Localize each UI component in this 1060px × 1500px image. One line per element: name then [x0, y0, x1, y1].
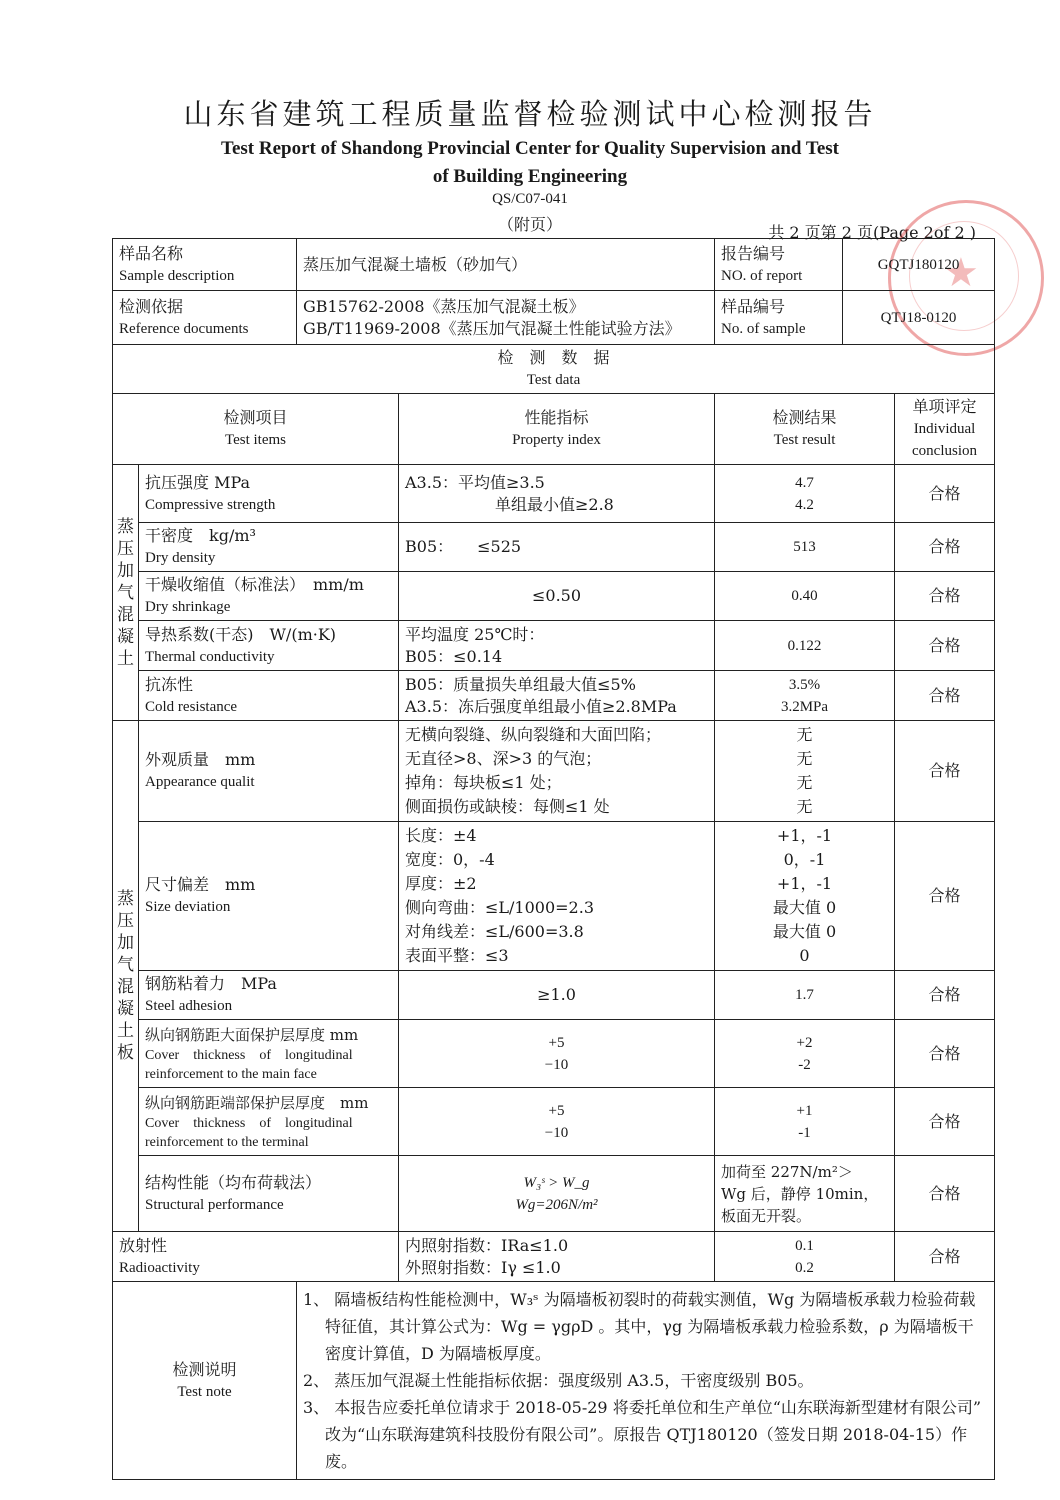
notes-label: 检测说明 Test note [113, 1282, 297, 1480]
info-row-sample [113, 239, 995, 291]
sample-desc-value: 蒸压加气混凝土墙板（砂加气） [297, 239, 715, 291]
table-row [113, 971, 995, 1020]
note-1a: 1、 隔墙板结构性能检测中，W₃ˢ 为隔墙板初裂时的荷载实测值，Wg 为隔墙板承载力检验荷载 [303, 1290, 976, 1309]
test-item: 干密度 kg/m³ Dry density [139, 523, 399, 572]
property-index: B05： ≤525 [399, 523, 715, 572]
test-report-table [112, 238, 995, 1480]
sample-no-value: QTJ18-0120 [843, 291, 995, 345]
appendix-label: （附页） [497, 215, 562, 234]
test-item: 抗压强度 MPa Compressive strength [139, 465, 399, 523]
conclusion: 合格 [895, 822, 995, 971]
property-index: ≤0.50 [399, 572, 715, 621]
test-item: 纵向钢筋距端部保护层厚度 mm Cover thickness of longitudinal reinforcement to the terminal [139, 1088, 399, 1156]
test-result: +1，-1 0，-1 +1，-1 最大值 0 最大值 0 0 [715, 822, 895, 971]
col-header-index: 性能指标 Property index [399, 394, 715, 465]
table-row [113, 721, 995, 822]
test-result: 1.7 [715, 971, 895, 1020]
report-title-cn: 山东省建筑工程质量监督检验测试中心检测报告 [183, 97, 877, 131]
test-result: 3.5% 3.2MPa [715, 671, 895, 721]
test-item: 干燥收缩值（标准法） mm/m Dry shrinkage [139, 572, 399, 621]
conclusion: 合格 [895, 1088, 995, 1156]
property-index: B05：质量损失单组最大值≤5% A3.5：冻后强度单组最小值≥2.8MPa [399, 671, 715, 721]
table-row [113, 572, 995, 621]
sample-desc-label: 样品名称 Sample description [113, 239, 297, 291]
table-row [113, 822, 995, 971]
test-item: 放射性 Radioactivity [113, 1232, 399, 1282]
note-1b: 特征值，其计算公式为：Wg = γgρD 。其中，γg 为隔墙板承载力检验系数，ρ 为隔墙板干 [325, 1317, 974, 1336]
reference-label: 检测依据 Reference documents [113, 291, 297, 345]
conclusion: 合格 [895, 465, 995, 523]
property-index: 长度：±4 宽度：0，-4 厚度：±2 侧向弯曲：≤L/1000=2.3 对角线差：≤L/600=3.8 表面平整：≤3 [399, 822, 715, 971]
page-info: 共 2 页第 2 页(Page 2of 2 ) [768, 223, 976, 242]
test-result: 0.40 [715, 572, 895, 621]
test-result: 4.7 4.2 [715, 465, 895, 523]
table-row [113, 523, 995, 572]
reference-value: GB15762-2008《蒸压加气混凝土板》 GB/T11969-2008《蒸压加气混凝土性能试验方法》 [297, 291, 715, 345]
note-2: 2、 蒸压加气混凝土性能指标依据：强度级别 A3.5，干密度级别 B05。 [303, 1371, 814, 1390]
test-result: 无 无 无 无 [715, 721, 895, 822]
property-index: +5 −10 [399, 1020, 715, 1088]
note-1c: 密度计算值，D 为隔墙板厚度。 [325, 1344, 551, 1363]
group-label-panel: 蒸 压 加 气 混 凝 土 板 [113, 721, 139, 1232]
test-item: 抗冻性 Cold resistance [139, 671, 399, 721]
table-row [113, 1088, 995, 1156]
test-item: 钢筋粘着力 MPa Steel adhesion [139, 971, 399, 1020]
property-index: A3.5：平均值≥3.5 单组最小值≥2.8 [399, 465, 715, 523]
test-data-heading-row [113, 345, 995, 394]
col-header-result: 检测结果 Test result [715, 394, 895, 465]
report-no-value: GQTJ180120 [843, 239, 995, 291]
conclusion: 合格 [895, 1232, 995, 1282]
col-header-conclusion: 单项评定 Individual conclusion [895, 394, 995, 465]
property-index: 无横向裂缝、纵向裂缝和大面凹陷； 无直径>8、深>3 的气泡； 掉角：每块板≤1 处； 侧面损伤或缺棱：每侧≤1 处 [399, 721, 715, 822]
report-title-en-line1: Test Report of Shandong Provincial Center for Quality Supervision and Test [221, 138, 839, 159]
group-label-concrete: 蒸 压 加 气 混 凝 土 [113, 465, 139, 721]
seal-star-icon: ★ [943, 250, 979, 296]
property-index: 内照射指数：IRa≤1.0 外照射指数：Iγ ≤1.0 [399, 1232, 715, 1282]
conclusion: 合格 [895, 621, 995, 671]
test-item: 外观质量 mm Appearance qualit [139, 721, 399, 822]
col-header-items: 检测项目 Test items [113, 394, 399, 465]
property-index: 平均温度 25℃时： B05：≤0.14 [399, 621, 715, 671]
table-row [113, 671, 995, 721]
property-index: ≥1.0 [399, 971, 715, 1020]
test-data-heading: 检 测 数 据 Test data [113, 345, 995, 394]
conclusion: 合格 [895, 1020, 995, 1088]
test-item: 纵向钢筋距大面保护层厚度 mm Cover thickness of longitudinal reinforcement to the main face [139, 1020, 399, 1088]
conclusion: 合格 [895, 971, 995, 1020]
table-row [113, 1232, 995, 1282]
table-row [113, 1020, 995, 1088]
conclusion: 合格 [895, 671, 995, 721]
test-result: +2 -2 [715, 1020, 895, 1088]
test-result: 513 [715, 523, 895, 572]
note-3a: 3、 本报告应委托单位请求于 2018-05-29 将委托单位和生产单位“山东联海新型建材有限公司” [303, 1398, 982, 1417]
report-title-en-line2: of Building Engineering [432, 166, 628, 187]
test-result: 0.1 0.2 [715, 1232, 895, 1282]
test-result: +1 -1 [715, 1088, 895, 1156]
info-row-reference [113, 291, 995, 345]
sample-no-label: 样品编号 No. of sample [715, 291, 843, 345]
table-row [113, 621, 995, 671]
test-item: 尺寸偏差 mm Size deviation [139, 822, 399, 971]
notes-content [297, 1282, 995, 1480]
notes-row [113, 1282, 995, 1480]
table-row [113, 1156, 995, 1232]
conclusion: 合格 [895, 721, 995, 822]
column-header-row [113, 394, 995, 465]
doc-code: QS/C07-041 [492, 191, 568, 207]
test-item: 结构性能（均布荷载法） Structural performance [139, 1156, 399, 1232]
test-item: 导热系数(干态) W/(m·K) Thermal conductivity [139, 621, 399, 671]
test-result: 加荷至 227N/m²＞ Wg 后，静停 10min， 板面无开裂。 [715, 1156, 895, 1232]
property-index: W₃ˢ > W_g Wg=206N/m² [399, 1156, 715, 1232]
report-no-label: 报告编号 NO. of report [715, 239, 843, 291]
property-index: +5 −10 [399, 1088, 715, 1156]
test-result: 0.122 [715, 621, 895, 671]
note-3b: 改为“山东联海建筑科技股份有限公司”。原报告 QTJ180120（签发日期 2018-04-15）作废。 [325, 1425, 968, 1471]
table-row [113, 465, 995, 523]
conclusion: 合格 [895, 523, 995, 572]
conclusion: 合格 [895, 1156, 995, 1232]
conclusion: 合格 [895, 572, 995, 621]
